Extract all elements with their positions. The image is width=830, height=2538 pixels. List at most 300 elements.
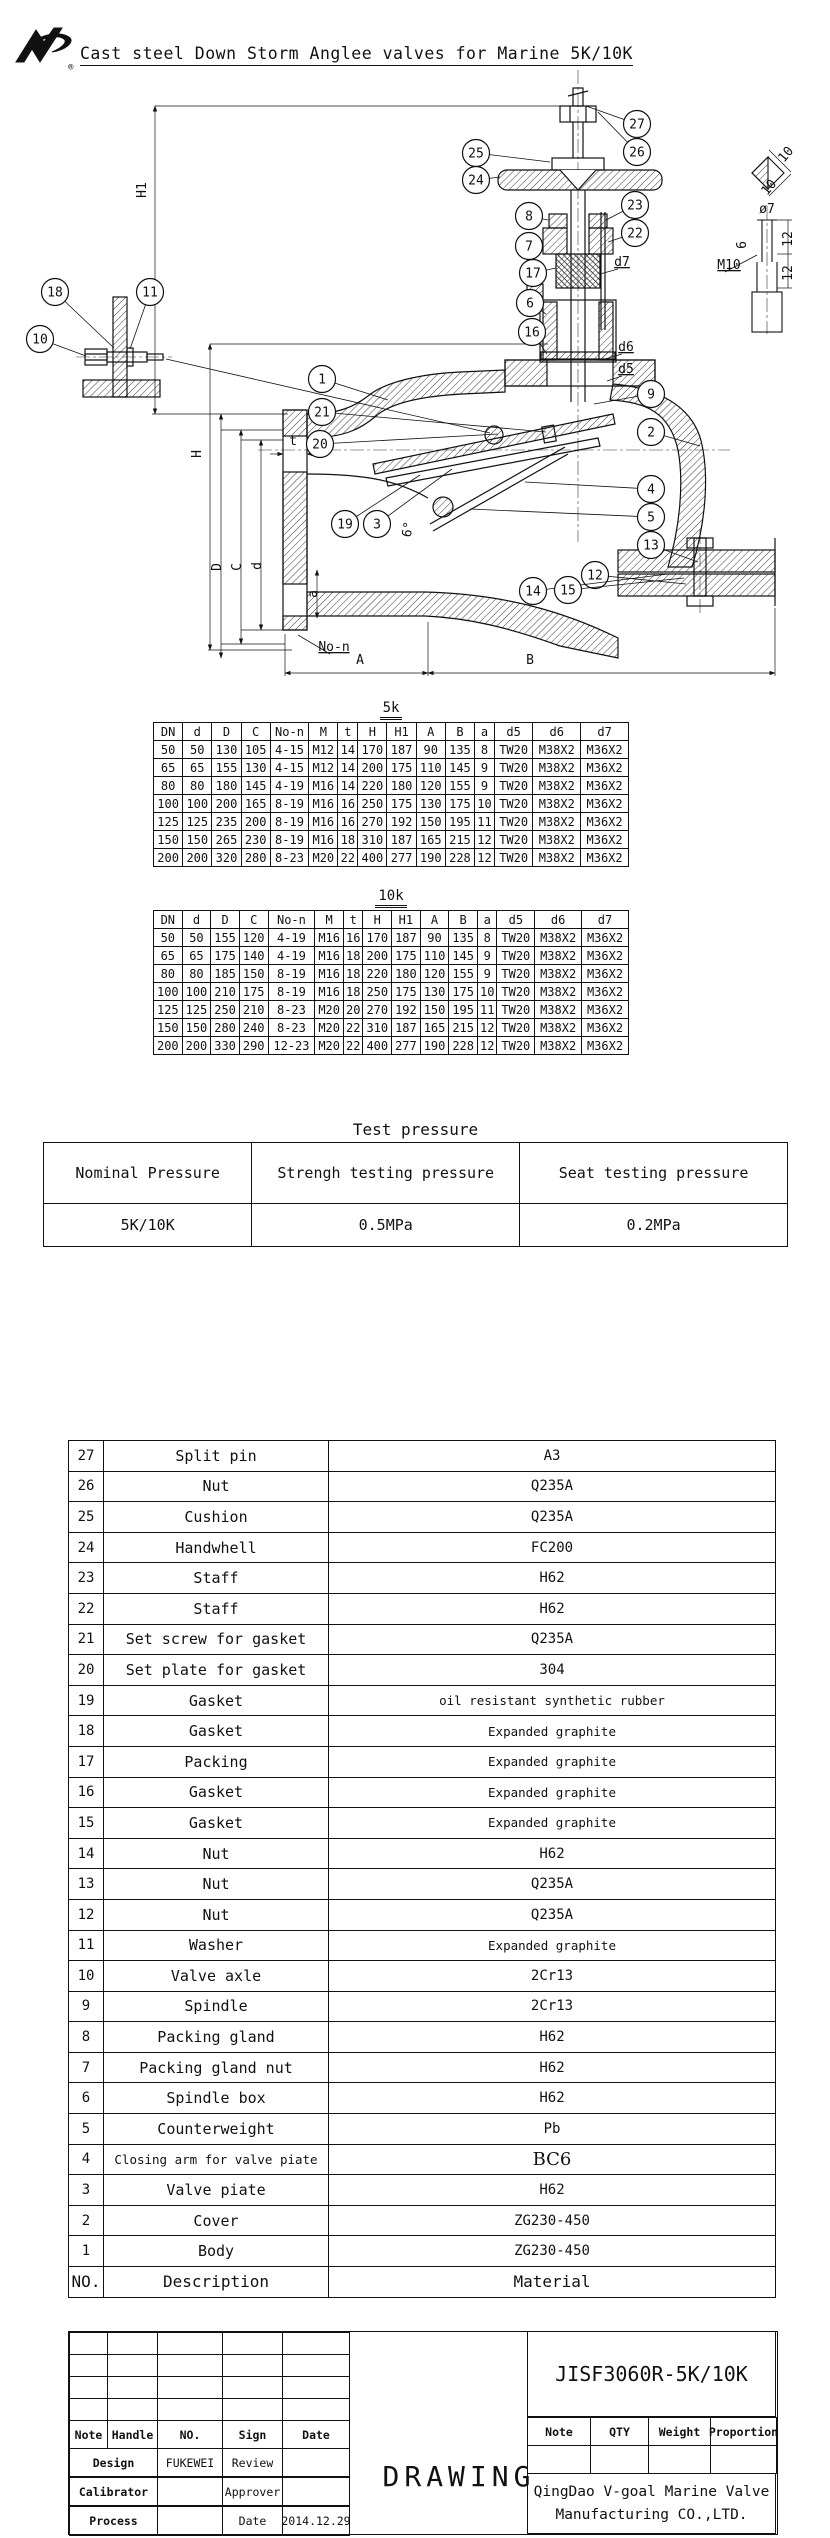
table-cell: M20 [315, 1001, 344, 1019]
table-cell: 80 [154, 965, 183, 983]
balloon-25 [463, 140, 551, 167]
balloon-10 [27, 326, 87, 357]
table-cell: M36X2 [582, 965, 629, 983]
parts-cell: 24 [69, 1532, 104, 1563]
svg-text:6: 6 [735, 241, 750, 249]
table-cell: 8-19 [270, 813, 308, 831]
table-cell: 200 [363, 947, 392, 965]
table-cell: TW20 [497, 1001, 535, 1019]
parts-cell: Packing gland nut [104, 2052, 329, 2083]
dim-label-6 [735, 241, 750, 249]
parts-footer-cell: Material [329, 2267, 776, 2298]
valve-body-geometry [283, 88, 775, 658]
table-cell: 120 [416, 777, 445, 795]
column-header: B [445, 723, 474, 741]
table-cell: 8 [477, 929, 497, 947]
parts-cell: 9 [69, 1991, 104, 2022]
table-cell: 270 [358, 813, 387, 831]
column-header: A [420, 911, 449, 929]
column-header: B [449, 911, 478, 929]
table-cell: 175 [239, 983, 268, 1001]
svg-text:B: B [526, 653, 534, 668]
table-cell: M36X2 [581, 795, 629, 813]
table-row [44, 1204, 788, 1247]
svg-text:H: H [190, 450, 205, 458]
table-cell: M38X2 [533, 849, 581, 867]
table-cell: M12 [309, 741, 338, 759]
table-cell: 240 [239, 1019, 268, 1037]
dim-label-D [210, 563, 225, 571]
table-cell: 200 [182, 1037, 211, 1055]
table-cell: 100 [154, 795, 183, 813]
dimension-table-10k [153, 910, 629, 1055]
table-cell: 12-23 [268, 1037, 315, 1055]
dim-label-M10 [717, 255, 757, 273]
parts-cell: Expanded graphite [329, 1930, 776, 1961]
table-cell: 310 [358, 831, 387, 849]
parts-row [69, 2114, 776, 2145]
table-cell: 150 [182, 1019, 211, 1037]
revision-cell [282, 2398, 350, 2421]
table-cell: M16 [315, 965, 344, 983]
parts-cell: 304 [329, 1655, 776, 1686]
revision-cell [107, 2354, 158, 2377]
parts-cell: Pb [329, 2114, 776, 2145]
table-cell: M36X2 [581, 813, 629, 831]
table-cell: 155 [445, 777, 474, 795]
parts-row [69, 1502, 776, 1533]
svg-text:7: 7 [525, 239, 533, 255]
parts-footer-cell: Description [104, 2267, 329, 2298]
column-header: d7 [581, 723, 629, 741]
table-cell: 165 [420, 1019, 449, 1037]
parts-row [69, 1441, 776, 1472]
table-cell: 187 [392, 1019, 421, 1037]
table-cell: M36X2 [582, 929, 629, 947]
parts-list-table [68, 1440, 776, 2298]
table-cell: 200 [212, 795, 241, 813]
table-cell: 235 [212, 813, 241, 831]
parts-cell: Staff [104, 1563, 329, 1594]
parts-cell: Gasket [104, 1685, 329, 1716]
part-number: JISF3060R-5K/10K [527, 2331, 776, 2417]
column-header: d [183, 723, 212, 741]
parts-row [69, 2175, 776, 2206]
parts-row [69, 1716, 776, 1747]
table-cell: 130 [212, 741, 241, 759]
table-cell: 4-15 [270, 741, 308, 759]
table-cell: 50 [154, 929, 183, 947]
table-cell: M16 [309, 777, 338, 795]
table-cell: M36X2 [582, 983, 629, 1001]
table-cell: 187 [387, 831, 416, 849]
table-cell: 9 [477, 947, 497, 965]
parts-cell: Nut [104, 1899, 329, 1930]
table-cell: 12 [475, 849, 495, 867]
table-cell: M38X2 [535, 947, 582, 965]
table-cell: 65 [182, 947, 211, 965]
title-block [68, 2331, 778, 2535]
table-cell: 175 [211, 947, 240, 965]
parts-cell: Cushion [104, 1502, 329, 1533]
parts-cell: Washer [104, 1930, 329, 1961]
column-header: d7 [582, 911, 629, 929]
parts-cell: 11 [69, 1930, 104, 1961]
parts-cell: BC6 [329, 2144, 776, 2175]
table-cell: M38X2 [533, 741, 581, 759]
table-cell: 200 [154, 1037, 183, 1055]
column-header: d5 [494, 723, 532, 741]
svg-text:2: 2 [647, 425, 655, 441]
dim-label-H [190, 450, 205, 458]
table-cell: 150 [183, 831, 212, 849]
parts-row [69, 1777, 776, 1808]
revision-cell [222, 2354, 283, 2377]
table-cell: 265 [212, 831, 241, 849]
table-cell: 400 [363, 1037, 392, 1055]
parts-cell: A3 [329, 1441, 776, 1472]
parts-cell: Gasket [104, 1716, 329, 1747]
balloon-4 [525, 476, 665, 503]
dim-label-ø7 [759, 202, 775, 217]
table-cell: 200 [241, 813, 270, 831]
parts-cell: Nut [104, 1838, 329, 1869]
svg-text:4: 4 [647, 482, 655, 498]
parts-row [69, 1961, 776, 1992]
parts-cell: 10 [69, 1961, 104, 1992]
table-cell: 105 [241, 741, 270, 759]
table-cell: TW20 [497, 1037, 535, 1055]
parts-cell: 2 [69, 2205, 104, 2236]
table-cell: M36X2 [581, 831, 629, 849]
table-cell: 215 [449, 1019, 478, 1037]
revision-cell [69, 2354, 108, 2377]
table-cell: TW20 [497, 1019, 535, 1037]
svg-text:A: A [356, 653, 364, 668]
column-header: d [182, 911, 211, 929]
table-cell: TW20 [497, 929, 535, 947]
centerlines [76, 70, 767, 614]
column-header: d6 [535, 911, 582, 929]
svg-text:1: 1 [318, 372, 326, 388]
column-header: M [315, 911, 344, 929]
column-header: D [212, 723, 241, 741]
table-cell: 9 [475, 759, 495, 777]
table-cell: 200 [183, 849, 212, 867]
table-cell: M38X2 [535, 1019, 582, 1037]
dim-label-H1 [135, 182, 150, 198]
dim-label-t [289, 434, 297, 449]
table-cell: 155 [449, 965, 478, 983]
table-cell: 8-23 [270, 849, 308, 867]
table-cell: 11 [477, 1001, 497, 1019]
header-row [154, 911, 629, 929]
revision-cell [107, 2376, 158, 2399]
table-cell: 100 [182, 983, 211, 1001]
parts-row [69, 1532, 776, 1563]
table-cell: 250 [211, 1001, 240, 1019]
table-cell: M16 [309, 795, 338, 813]
revision-cell [157, 2354, 223, 2377]
table-cell: M36X2 [582, 947, 629, 965]
table-cell: 220 [358, 777, 387, 795]
parts-cell: Q235A [329, 1869, 776, 1900]
sign-cell: Review [222, 2448, 283, 2477]
table-cell: 110 [420, 947, 449, 965]
sign-cell [157, 2477, 223, 2506]
table-cell: 9 [475, 777, 495, 795]
parts-cell: Expanded graphite [329, 1808, 776, 1839]
table-cell: 8-19 [268, 965, 315, 983]
table-cell: TW20 [494, 849, 532, 867]
parts-cell: H62 [329, 1593, 776, 1624]
svg-text:18: 18 [47, 285, 63, 301]
table-row [154, 965, 629, 983]
sign-cell: Date [222, 2506, 283, 2536]
sign-cell: Calibrator [69, 2477, 158, 2506]
table-cell: 125 [154, 813, 183, 831]
table-cell: 155 [211, 929, 240, 947]
parts-row [69, 1869, 776, 1900]
test-pressure-title: Test pressure [352, 1120, 479, 1139]
table-cell: M20 [315, 1037, 344, 1055]
table-cell: 195 [449, 1001, 478, 1019]
table-cell: 16 [343, 929, 363, 947]
table-cell: 200 [358, 759, 387, 777]
table-cell: 180 [212, 777, 241, 795]
dim-label-A [356, 653, 364, 668]
column-header: H [358, 723, 387, 741]
table-cell: 187 [392, 929, 421, 947]
parts-cell: Q235A [329, 1471, 776, 1502]
svg-text:10: 10 [758, 176, 781, 199]
table-cell: M38X2 [533, 795, 581, 813]
column-header: DN [154, 723, 183, 741]
svg-text:10: 10 [775, 143, 798, 166]
column-header: M [309, 723, 338, 741]
table-cell: 190 [416, 849, 445, 867]
table-cell: M16 [309, 831, 338, 849]
table-cell: 145 [241, 777, 270, 795]
svg-text:ø7: ø7 [759, 202, 775, 217]
table-cell: 8-23 [268, 1019, 315, 1037]
qty-value-cell [527, 2445, 591, 2474]
table-cell: 135 [449, 929, 478, 947]
parts-cell: H62 [329, 2083, 776, 2114]
dim-label-6° [400, 520, 417, 538]
table-cell: 125 [183, 813, 212, 831]
table-cell: 250 [358, 795, 387, 813]
column-header: d6 [533, 723, 581, 741]
table-cell: M36X2 [582, 1019, 629, 1037]
table-cell: 65 [154, 947, 183, 965]
table-cell: TW20 [494, 777, 532, 795]
table-cell: 150 [416, 813, 445, 831]
table-row [154, 947, 629, 965]
table-cell: 18 [338, 831, 358, 849]
table-cell: 65 [154, 759, 183, 777]
table-cell: 18 [343, 965, 363, 983]
table-cell: TW20 [494, 759, 532, 777]
parts-cell: ZG230-450 [329, 2205, 776, 2236]
parts-row [69, 1563, 776, 1594]
parts-cell: Valve axle [104, 1961, 329, 1992]
parts-cell: 3 [69, 2175, 104, 2206]
dim-label-a [306, 590, 321, 598]
column-header: D [211, 911, 240, 929]
svg-text:26: 26 [629, 145, 645, 161]
table-cell: 290 [239, 1037, 268, 1055]
parts-cell: Q235A [329, 1502, 776, 1533]
table-row [154, 849, 629, 867]
table-cell: 310 [363, 1019, 392, 1037]
parts-row [69, 2022, 776, 2053]
table-cell: 8-23 [268, 1001, 315, 1019]
dimension-table-5k [153, 722, 629, 867]
table-cell: M36X2 [582, 1037, 629, 1055]
qty-value-cell [590, 2445, 649, 2474]
dim-label-C [230, 563, 245, 571]
drawing-word: DRAWING [382, 2460, 536, 2493]
valve-cross-section-drawing [0, 62, 830, 702]
parts-row [69, 2236, 776, 2267]
table-cell: 175 [392, 983, 421, 1001]
table-cell: 187 [387, 741, 416, 759]
table-cell: 155 [212, 759, 241, 777]
table-cell: 150 [239, 965, 268, 983]
parts-cell: Valve piate [104, 2175, 329, 2206]
table-cell: 320 [212, 849, 241, 867]
table-row [154, 795, 629, 813]
header-row [154, 723, 629, 741]
column-header: d5 [497, 911, 535, 929]
table-cell: 10 [477, 983, 497, 1001]
table-cell: 228 [449, 1037, 478, 1055]
table-cell: 65 [183, 759, 212, 777]
table-cell: M36X2 [582, 1001, 629, 1019]
dim-label-d [250, 562, 265, 570]
table-cell: 215 [445, 831, 474, 849]
qty-header-cell: Proportion [710, 2417, 777, 2446]
table-cell: 14 [338, 777, 358, 795]
column-header: H1 [387, 723, 416, 741]
column-header: C [239, 911, 268, 929]
table-cell: 130 [416, 795, 445, 813]
parts-row [69, 1685, 776, 1716]
parts-cell: ZG230-450 [329, 2236, 776, 2267]
revision-cell [282, 2376, 350, 2399]
table-cell: 130 [241, 759, 270, 777]
sign-cell [157, 2506, 223, 2536]
svg-text:14: 14 [525, 584, 541, 600]
parts-cell: oil resistant synthetic rubber [329, 1685, 776, 1716]
sign-cell: FUKEWEI [157, 2448, 223, 2477]
table-cell: 11 [475, 813, 495, 831]
table-cell: 22 [343, 1037, 363, 1055]
sign-header-cell: Note [69, 2420, 108, 2449]
balloon-5 [470, 504, 665, 531]
column-header: H [363, 911, 392, 929]
revision-cell [282, 2332, 350, 2355]
parts-cell: Nut [104, 1471, 329, 1502]
parts-cell: Set screw for gasket [104, 1624, 329, 1655]
parts-cell: 18 [69, 1716, 104, 1747]
parts-cell: Set plate for gasket [104, 1655, 329, 1686]
svg-text:d: d [250, 562, 265, 570]
table-cell: 280 [211, 1019, 240, 1037]
sign-header-cell: Handle [107, 2420, 158, 2449]
svg-text:6°: 6° [399, 520, 418, 539]
svg-text:15: 15 [560, 583, 576, 599]
table-cell: TW20 [494, 831, 532, 849]
table-cell: M20 [309, 849, 338, 867]
table-cell: 150 [154, 831, 183, 849]
parts-cell: Q235A [329, 1899, 776, 1930]
table-cell: 90 [416, 741, 445, 759]
table-cell: 170 [363, 929, 392, 947]
parts-cell: H62 [329, 2175, 776, 2206]
svg-text:H1: H1 [135, 182, 150, 198]
svg-text:25: 25 [468, 146, 484, 162]
table-cell: 125 [182, 1001, 211, 1019]
table-cell: 120 [239, 929, 268, 947]
table-cell: 14 [338, 741, 358, 759]
table-cell: 12 [477, 1037, 497, 1055]
registered-mark: ® [68, 63, 74, 72]
parts-footer-row [69, 2267, 776, 2298]
svg-text:22: 22 [627, 226, 643, 242]
qty-header-cell: Note [527, 2417, 591, 2446]
revision-cell [69, 2332, 108, 2355]
table-cell: 145 [449, 947, 478, 965]
table-cell: 230 [241, 831, 270, 849]
parts-row [69, 1808, 776, 1839]
column-header: t [343, 911, 363, 929]
parts-cell: 7 [69, 2052, 104, 2083]
parts-cell: Nut [104, 1869, 329, 1900]
parts-cell: H62 [329, 2022, 776, 2053]
table-cell: 4-19 [268, 947, 315, 965]
table-cell: 50 [183, 741, 212, 759]
balloon-11 [130, 279, 164, 350]
parts-cell: 25 [69, 1502, 104, 1533]
test-pressure-table [43, 1142, 788, 1247]
balloon-22 [608, 220, 649, 247]
table-cell: 5K/10K [44, 1204, 252, 1247]
svg-text:d7: d7 [614, 255, 630, 270]
table-cell: M38X2 [535, 1001, 582, 1019]
table-cell: 165 [416, 831, 445, 849]
table-cell: 130 [420, 983, 449, 1001]
table-cell: 12 [477, 1019, 497, 1037]
svg-text:24: 24 [468, 173, 484, 189]
parts-cell: H62 [329, 1563, 776, 1594]
parts-cell: 19 [69, 1685, 104, 1716]
parts-cell: 15 [69, 1808, 104, 1839]
table-cell: 400 [358, 849, 387, 867]
table-label-10k: 10k [153, 888, 629, 904]
sign-cell: Design [69, 2448, 158, 2477]
dim-label-12 [781, 231, 796, 247]
table-cell: 14 [338, 759, 358, 777]
parts-cell: 4 [69, 2144, 104, 2175]
parts-cell: Expanded graphite [329, 1746, 776, 1777]
table-row [154, 741, 629, 759]
parts-cell: 16 [69, 1777, 104, 1808]
parts-cell: Split pin [104, 1441, 329, 1472]
table-cell: 150 [154, 1019, 183, 1037]
table-cell: 80 [182, 965, 211, 983]
